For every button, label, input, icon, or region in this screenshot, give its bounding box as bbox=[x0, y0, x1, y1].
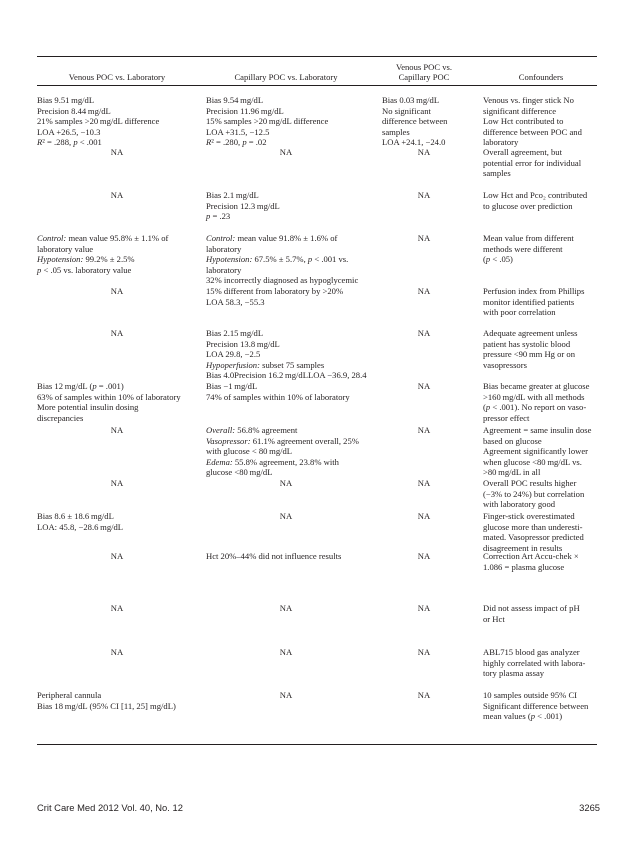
cell-line: 15% samples >20 mg/dL difference bbox=[206, 116, 329, 126]
cell-line: NA bbox=[110, 147, 124, 157]
cell-line: NA bbox=[417, 147, 431, 157]
cell-line: samples bbox=[483, 168, 511, 178]
cell-line: (−3% to 24%) but correlation bbox=[483, 488, 585, 499]
cell-line: Vasopressor: 61.1% agreement overall, 25% bbox=[206, 435, 359, 446]
cell-line: with poor correlation bbox=[483, 307, 556, 317]
cell-line: Did not assess impact of pH bbox=[483, 603, 580, 613]
cell-line: NA bbox=[110, 190, 124, 200]
table-cell bbox=[382, 381, 466, 392]
cell-line: Overall: 56.8% agreement bbox=[206, 425, 298, 435]
cell-line: NA bbox=[110, 647, 124, 657]
cell-line: Bias 9.51 mg/dL bbox=[37, 95, 95, 105]
cell-line: significant difference bbox=[483, 105, 557, 116]
header-text: Venous POC vs. Laboratory bbox=[68, 72, 166, 82]
header-text: Capillary POC vs. Laboratory bbox=[234, 72, 338, 82]
cell-line: Bias 2.15 mg/dL bbox=[206, 328, 264, 338]
cell-line: NA bbox=[417, 511, 431, 521]
cell-line: pressor effect bbox=[483, 412, 530, 423]
header-venous-poc-vs-laboratory bbox=[37, 72, 197, 82]
cell-line: Low Hct contributed to bbox=[483, 116, 564, 126]
table-cell bbox=[206, 551, 376, 562]
cell-line: Agreement = same insulin dose bbox=[483, 425, 592, 435]
cell-line: Hypotension: 67.5% ± 5.7%, p < .001 vs. bbox=[206, 254, 349, 264]
cell-line: p < .05 vs. laboratory value bbox=[37, 264, 132, 275]
cell-line: vasopressors bbox=[483, 359, 527, 370]
cell-line: mated. Vasopressor predicted bbox=[483, 532, 584, 542]
table-cell bbox=[206, 95, 376, 148]
cell-line: 21% samples >20 mg/dL difference bbox=[37, 116, 160, 126]
cell-line: NA bbox=[417, 381, 431, 391]
table-cell bbox=[206, 147, 366, 158]
table-cell bbox=[382, 95, 474, 148]
cell-line: Precision 8.44 mg/dL bbox=[37, 105, 111, 116]
table-cell bbox=[483, 381, 599, 423]
table-cell bbox=[483, 328, 599, 370]
table-cell bbox=[382, 190, 466, 201]
cell-line: ABL715 blood gas analyzer bbox=[483, 647, 580, 657]
cell-line: Bias 18 mg/dL (95% CI [11, 25] mg/dL) bbox=[37, 700, 176, 711]
table-cell bbox=[483, 233, 599, 265]
cell-line: LOA +24.1, −24.0 bbox=[382, 137, 446, 147]
cell-line: or Hct bbox=[483, 613, 505, 624]
table-cell bbox=[382, 647, 466, 658]
cell-line: LOA +26.5, −10.3 bbox=[37, 126, 101, 137]
header-text: Venous POC vs. bbox=[395, 62, 453, 72]
cell-line: when glucose <80 mg/dL vs. bbox=[483, 456, 582, 467]
cell-line: No significant bbox=[382, 105, 431, 116]
table-cell bbox=[206, 233, 376, 286]
cell-line: More potential insulin dosing bbox=[37, 402, 139, 412]
cell-line: with glucose < 80 mg/dL bbox=[206, 446, 293, 456]
cell-line: laboratory bbox=[483, 137, 519, 147]
table-cell bbox=[206, 478, 366, 489]
cell-line: NA bbox=[110, 603, 124, 613]
cell-line: NA bbox=[417, 190, 431, 200]
table-cell bbox=[206, 511, 366, 522]
table-cell bbox=[206, 381, 376, 402]
cell-line: NA bbox=[279, 647, 293, 657]
cell-line: Significant difference between bbox=[483, 700, 589, 711]
table-cell bbox=[483, 690, 599, 722]
cell-line: Bias 4.0Precision 16.2 mg/dLLOA −36.9, 28.4 bbox=[206, 370, 367, 380]
cell-line: NA bbox=[417, 551, 431, 561]
cell-line: Adequate agreement unless bbox=[483, 328, 578, 338]
cell-line: based on glucose bbox=[483, 435, 542, 446]
table-cell bbox=[382, 478, 466, 489]
table-cell bbox=[206, 190, 376, 222]
cell-line: discrepancies bbox=[37, 412, 84, 423]
table-cell bbox=[37, 690, 197, 711]
cell-line: difference between bbox=[382, 116, 448, 126]
cell-line: LOA +31.5, −12.5 bbox=[206, 126, 270, 137]
cell-line: NA bbox=[417, 478, 431, 488]
cell-line: potential error for individual bbox=[483, 157, 582, 168]
table-cell bbox=[37, 328, 197, 339]
cell-line: Hypotension: 99.2% ± 2.5% bbox=[37, 254, 135, 264]
table-cell bbox=[37, 425, 197, 436]
cell-line: >160 mg/dL with all methods bbox=[483, 391, 585, 402]
cell-line: Control: mean value 95.8% ± 1.1% of bbox=[37, 233, 169, 243]
table-cell bbox=[483, 147, 599, 179]
cell-line: Overall agreement, but bbox=[483, 147, 562, 157]
table-cell bbox=[37, 95, 197, 148]
table-cell bbox=[206, 603, 366, 614]
cell-line: Hypoperfusion: subset 75 samples bbox=[206, 359, 325, 370]
table-cell bbox=[382, 690, 466, 701]
page-number: 3265 bbox=[579, 802, 600, 813]
cell-line: R² = .280, p = .02 bbox=[206, 137, 267, 147]
cell-line: Bias became greater at glucose bbox=[483, 381, 590, 391]
cell-line: Bias 9.54 mg/dL bbox=[206, 95, 264, 105]
cell-line: NA bbox=[417, 328, 431, 338]
cell-line: samples bbox=[382, 126, 410, 137]
cell-line: LOA: 45.8, −28.6 mg/dL bbox=[37, 521, 124, 532]
cell-line: Perfusion index from Phillips bbox=[483, 286, 585, 296]
cell-line: patient has systolic blood bbox=[483, 338, 571, 349]
table-cell bbox=[483, 478, 599, 510]
cell-line: Overall POC results higher bbox=[483, 478, 577, 488]
cell-line: NA bbox=[279, 478, 293, 488]
header-text: Confounders bbox=[518, 72, 564, 82]
cell-line: methods were different bbox=[483, 243, 563, 254]
table-cell bbox=[37, 511, 197, 532]
table-cell bbox=[206, 425, 376, 478]
table-bottom-rule bbox=[37, 744, 597, 745]
table-cell bbox=[382, 511, 466, 522]
table-cell bbox=[206, 328, 376, 381]
table-cell bbox=[483, 511, 599, 553]
cell-line: laboratory bbox=[206, 243, 242, 254]
cell-line: pressure <90 mm Hg or on bbox=[483, 349, 576, 359]
cell-line: Venous vs. finger stick No bbox=[483, 95, 574, 105]
cell-line: 32% incorrectly diagnosed as hypoglycemic bbox=[206, 275, 359, 285]
table-cell bbox=[37, 381, 197, 423]
cell-line: Hct 20%–44% did not influence results bbox=[206, 551, 342, 561]
cell-line: NA bbox=[417, 690, 431, 700]
table-cell bbox=[206, 286, 376, 307]
cell-line: 74% of samples within 10% of laboratory bbox=[206, 391, 350, 402]
table-cell bbox=[483, 647, 599, 679]
cell-line: NA bbox=[279, 690, 293, 700]
cell-line: NA bbox=[110, 425, 124, 435]
header-confounders bbox=[483, 72, 599, 82]
cell-line: Control: mean value 91.8% ± 1.6% of bbox=[206, 233, 338, 243]
cell-line: glucose more than underesti- bbox=[483, 521, 583, 532]
cell-line: Precision 11.96 mg/dL bbox=[206, 105, 284, 116]
cell-line: NA bbox=[417, 647, 431, 657]
table-top-rule bbox=[37, 56, 597, 57]
table-cell bbox=[382, 147, 466, 158]
header-capillary-poc-vs-laboratory bbox=[206, 72, 366, 82]
table-cell bbox=[483, 190, 599, 211]
table-cell bbox=[206, 690, 366, 701]
cell-line: NA bbox=[417, 233, 431, 243]
cell-line: highly correlated with labora- bbox=[483, 657, 586, 668]
cell-line: to glucose over prediction bbox=[483, 200, 573, 211]
table-cell bbox=[37, 233, 197, 275]
table-cell bbox=[382, 286, 466, 297]
table-cell bbox=[382, 233, 466, 244]
cell-line: LOA 58.3, −55.3 bbox=[206, 296, 265, 307]
table-header-rule bbox=[37, 85, 597, 86]
cell-line: Edema: 55.8% agreement, 23.8% with bbox=[206, 456, 339, 467]
cell-line: NA bbox=[279, 603, 293, 613]
cell-line: glucose <80 mg/dL bbox=[206, 467, 273, 477]
header-venous-vs-capillary-poc bbox=[382, 62, 466, 82]
cell-line: NA bbox=[417, 425, 431, 435]
cell-line: Bias 2.1 mg/dL bbox=[206, 190, 259, 200]
cell-line: 63% of samples within 10% of laboratory bbox=[37, 391, 181, 402]
cell-line: Mean value from different bbox=[483, 233, 574, 243]
cell-line: NA bbox=[417, 603, 431, 613]
cell-line: NA bbox=[279, 147, 293, 157]
cell-line: Finger-stick overestimated bbox=[483, 511, 575, 521]
cell-line: (p < .05) bbox=[483, 254, 513, 264]
cell-line: Bias 12 mg/dL (p = .001) bbox=[37, 381, 124, 391]
cell-line: NA bbox=[110, 286, 124, 296]
cell-line: NA bbox=[110, 551, 124, 561]
cell-line: Correction Art Accu-chek × bbox=[483, 551, 579, 561]
cell-line: Bias 8.6 ± 18.6 mg/dL bbox=[37, 511, 114, 521]
cell-line: LOA 29.8, −2.5 bbox=[206, 349, 261, 359]
cell-line: R² = .288, p < .001 bbox=[37, 137, 102, 147]
table-cell bbox=[483, 551, 599, 572]
cell-line: Peripheral cannula bbox=[37, 690, 102, 700]
cell-line: monitor identified patients bbox=[483, 296, 575, 307]
cell-line: disagreement in results bbox=[483, 542, 563, 553]
table-cell bbox=[382, 328, 466, 339]
cell-line: NA bbox=[110, 478, 124, 488]
table-cell bbox=[483, 425, 599, 478]
table-cell bbox=[37, 603, 197, 614]
table-cell bbox=[382, 425, 466, 436]
cell-line: Low Hct and Pco₂ contributed bbox=[483, 190, 588, 200]
cell-line: Bias 0.03 mg/dL bbox=[382, 95, 440, 105]
table-cell bbox=[37, 147, 197, 158]
table-cell bbox=[483, 95, 599, 148]
cell-line: NA bbox=[417, 286, 431, 296]
table-cell bbox=[382, 551, 466, 562]
cell-line: laboratory value bbox=[37, 243, 94, 254]
cell-line: p = .23 bbox=[206, 211, 231, 221]
header-text: Capillary POC bbox=[398, 72, 450, 82]
cell-line: (p < .001). No report on vaso- bbox=[483, 402, 587, 412]
cell-line: Agreement significantly lower bbox=[483, 446, 589, 456]
cell-line: Bias −1 mg/dL bbox=[206, 381, 258, 391]
table-cell bbox=[37, 286, 197, 297]
cell-line: NA bbox=[279, 511, 293, 521]
journal-citation: Crit Care Med 2012 Vol. 40, No. 12 bbox=[37, 802, 183, 813]
cell-line: Precision 13.8 mg/dL bbox=[206, 338, 280, 349]
cell-line: >80 mg/dL in all bbox=[483, 467, 541, 477]
cell-line: difference between POC and bbox=[483, 126, 582, 137]
cell-line: mean values (p < .001) bbox=[483, 711, 563, 721]
cell-line: tory plasma assay bbox=[483, 668, 545, 678]
cell-line: 10 samples outside 95% CI bbox=[483, 690, 578, 700]
table-cell bbox=[37, 190, 197, 201]
cell-line: 1.086 = plasma glucose bbox=[483, 561, 565, 572]
cell-line: laboratory bbox=[206, 264, 242, 275]
cell-line: Precision 12.3 mg/dL bbox=[206, 200, 280, 211]
cell-line: with laboratory good bbox=[483, 499, 556, 509]
table-cell bbox=[483, 286, 599, 318]
cell-line: 15% different from laboratory by >20% bbox=[206, 286, 344, 296]
table-cell bbox=[382, 603, 466, 614]
table-cell bbox=[37, 551, 197, 562]
table-cell bbox=[483, 603, 599, 624]
cell-line: NA bbox=[110, 328, 124, 338]
table-cell bbox=[206, 647, 366, 658]
table-cell bbox=[37, 478, 197, 489]
table-cell bbox=[37, 647, 197, 658]
